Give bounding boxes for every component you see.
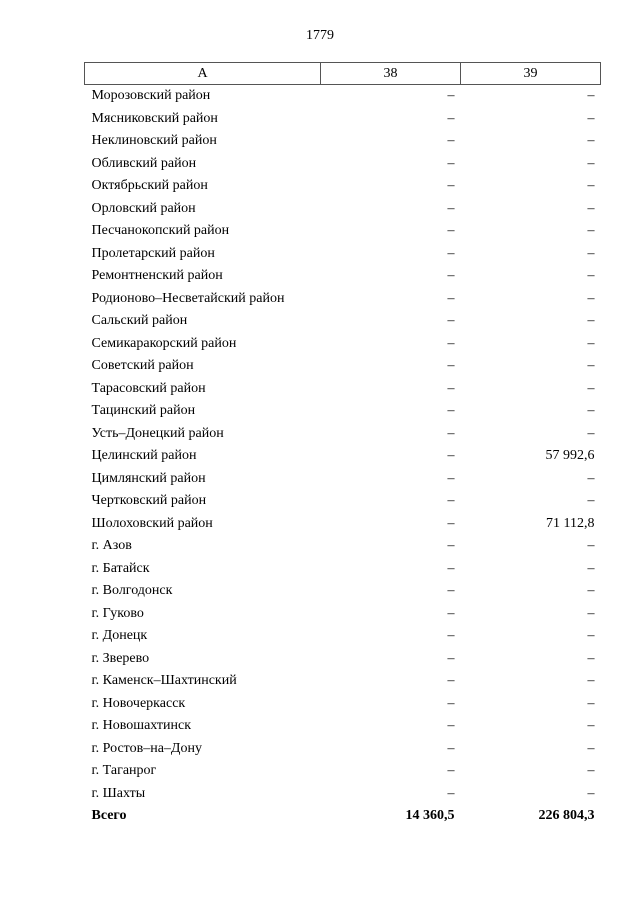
row-name: Обливский район (91, 155, 197, 171)
total-col-39: 226 804,3 (538, 808, 595, 824)
row-name: Пролетарский район (91, 245, 215, 261)
row-col-39: – (587, 695, 595, 711)
table-total-row (85, 805, 601, 828)
row-name: г. Шахты (91, 785, 146, 801)
row-col-38: – (447, 785, 455, 801)
row-name: г. Новошахтинск (91, 718, 192, 734)
total-label: Всего (91, 808, 127, 824)
table-row (85, 693, 601, 716)
row-col-38: – (447, 695, 455, 711)
column-header-39: 39 (461, 63, 601, 85)
row-name: г. Батайск (91, 560, 150, 576)
row-col-38: – (447, 403, 455, 419)
row-col-39: – (587, 380, 595, 396)
row-name: г. Волгодонск (91, 583, 173, 599)
table-row (85, 445, 601, 468)
row-col-39: – (587, 155, 595, 171)
row-name: г. Зверево (91, 650, 150, 666)
row-col-38: – (447, 290, 455, 306)
row-name: Чертковский район (91, 493, 207, 509)
row-col-39: – (587, 628, 595, 644)
row-name: Морозовский район (91, 88, 211, 104)
row-col-38: – (447, 515, 455, 531)
row-col-39: – (587, 88, 595, 104)
row-name: Усть–Донецкий район (91, 425, 224, 441)
table-row (85, 400, 601, 423)
table-row (85, 288, 601, 311)
row-col-38: – (447, 358, 455, 374)
row-col-38: – (447, 718, 455, 734)
row-col-38: – (447, 155, 455, 171)
row-col-38: – (447, 133, 455, 149)
table-header-row (85, 63, 601, 85)
row-col-38: – (447, 763, 455, 779)
row-name: г. Азов (91, 538, 132, 554)
table-row (85, 468, 601, 491)
row-col-39: – (587, 718, 595, 734)
row-name: Родионово–Несветайский район (91, 290, 285, 306)
data-table (84, 62, 601, 828)
row-col-38: – (447, 493, 455, 509)
row-name: Тарасовский район (91, 380, 206, 396)
table-row (85, 490, 601, 513)
row-col-38: – (447, 313, 455, 329)
row-col-39: – (587, 133, 595, 149)
row-name: г. Таганрог (91, 763, 157, 779)
row-name: Орловский район (91, 200, 196, 216)
row-col-39: – (587, 425, 595, 441)
row-col-39: – (587, 583, 595, 599)
row-col-39: – (587, 493, 595, 509)
row-col-38: – (447, 560, 455, 576)
row-col-39: – (587, 178, 595, 194)
total-col-38: 14 360,5 (405, 808, 455, 824)
row-name: Ремонтненский район (91, 268, 223, 284)
row-name: Песчанокопский район (91, 223, 230, 239)
table-row (85, 243, 601, 266)
row-name: Мясниковский район (91, 110, 218, 126)
table-row (85, 153, 601, 176)
table-row (85, 513, 601, 536)
row-name: Шолоховский район (91, 515, 213, 531)
row-col-38: – (447, 200, 455, 216)
table-row (85, 715, 601, 738)
row-name: Советский район (91, 358, 194, 374)
table-row (85, 535, 601, 558)
row-col-38: – (447, 110, 455, 126)
row-col-39: – (587, 605, 595, 621)
row-col-38: – (447, 223, 455, 239)
table-row (85, 760, 601, 783)
table-row (85, 423, 601, 446)
row-col-39: – (587, 740, 595, 756)
row-col-38: – (447, 245, 455, 261)
row-col-38: – (447, 448, 455, 464)
table-body (85, 85, 601, 828)
row-col-38: – (447, 583, 455, 599)
row-col-39: 57 992,6 (545, 448, 595, 464)
table-row (85, 108, 601, 131)
row-name: г. Гуково (91, 605, 144, 621)
row-col-39: – (587, 673, 595, 689)
table-row (85, 558, 601, 581)
row-col-38: – (447, 628, 455, 644)
row-col-39: – (587, 200, 595, 216)
row-col-38: – (447, 605, 455, 621)
table-row (85, 333, 601, 356)
column-header-a: А (85, 63, 321, 85)
row-col-39: – (587, 313, 595, 329)
row-col-39: – (587, 538, 595, 554)
table-row (85, 603, 601, 626)
table-row (85, 220, 601, 243)
table-row (85, 265, 601, 288)
table-row (85, 738, 601, 761)
row-name: Неклиновский район (91, 133, 217, 149)
table-row (85, 378, 601, 401)
row-name: Семикаракорский район (91, 335, 237, 351)
column-header-38: 38 (321, 63, 461, 85)
row-col-38: – (447, 268, 455, 284)
row-col-38: – (447, 673, 455, 689)
table-row (85, 85, 601, 108)
row-col-39: – (587, 110, 595, 126)
row-col-38: – (447, 740, 455, 756)
row-col-38: – (447, 538, 455, 554)
row-col-39: 71 112,8 (546, 515, 595, 531)
row-col-39: – (587, 785, 595, 801)
row-col-38: – (447, 425, 455, 441)
row-name: Октябрьский район (91, 178, 208, 194)
row-col-39: – (587, 470, 595, 486)
table-row (85, 670, 601, 693)
table-row (85, 648, 601, 671)
row-col-38: – (447, 470, 455, 486)
row-name: г. Донецк (91, 628, 148, 644)
row-col-39: – (587, 650, 595, 666)
table-row (85, 355, 601, 378)
table-row (85, 130, 601, 153)
table-row (85, 175, 601, 198)
row-col-39: – (587, 245, 595, 261)
row-col-39: – (587, 763, 595, 779)
table-row (85, 580, 601, 603)
row-col-39: – (587, 268, 595, 284)
row-name: Цимлянский район (91, 470, 206, 486)
row-col-38: – (447, 650, 455, 666)
row-col-39: – (587, 358, 595, 374)
page-number: 1779 (306, 28, 334, 43)
table-row (85, 783, 601, 806)
table-row (85, 198, 601, 221)
table-row (85, 625, 601, 648)
row-col-39: – (587, 560, 595, 576)
row-name: г. Новочеркасск (91, 695, 186, 711)
row-col-39: – (587, 290, 595, 306)
row-col-38: – (447, 380, 455, 396)
row-col-38: – (447, 178, 455, 194)
row-name: Сальский район (91, 313, 188, 329)
row-col-38: – (447, 88, 455, 104)
row-col-39: – (587, 223, 595, 239)
row-name: г. Ростов–на–Дону (91, 740, 202, 756)
row-col-38: – (447, 335, 455, 351)
row-name: г. Каменск–Шахтинский (91, 673, 237, 689)
row-name: Целинский район (91, 448, 197, 464)
table-row (85, 310, 601, 333)
row-col-39: – (587, 335, 595, 351)
row-col-39: – (587, 403, 595, 419)
row-name: Тацинский район (91, 403, 196, 419)
